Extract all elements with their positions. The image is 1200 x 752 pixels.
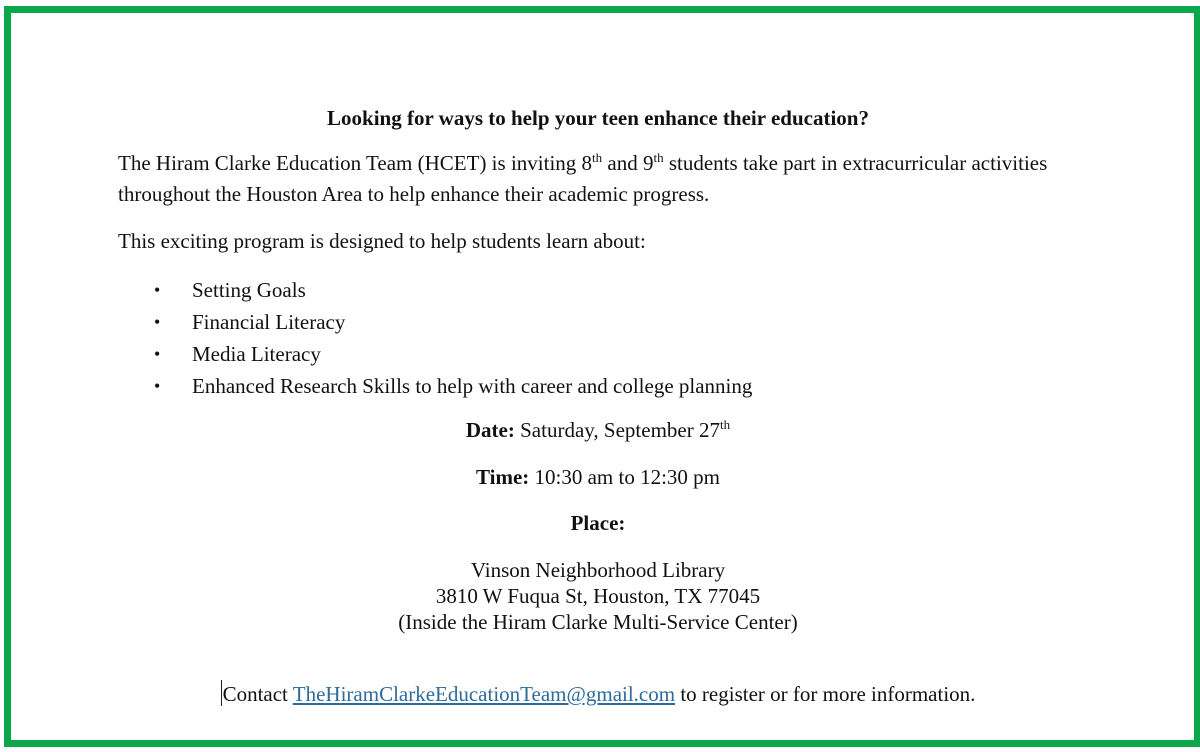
intro-text-1: The Hiram Clarke Education Team (HCET) is inviting 8 [118, 151, 593, 175]
date-label: Date: [465, 418, 515, 442]
location-note: (Inside the Hiram Clarke Multi-Service Center) [398, 610, 798, 634]
intro-paragraph [118, 148, 1078, 210]
list-item [150, 338, 752, 370]
intro-sup-2: th [653, 150, 664, 165]
list-item-text: Media Literacy [192, 342, 321, 366]
time-value: 10:30 am to 12:30 pm [529, 465, 721, 489]
bullet-icon: • [154, 344, 161, 364]
date-value: Saturday, September 27 [514, 418, 720, 442]
list-item-text: Setting Goals [192, 278, 306, 302]
place-address [0, 557, 1196, 635]
place-label-line [0, 508, 1196, 539]
date-sup: th [719, 417, 731, 432]
list-item [150, 274, 752, 306]
list-item-text: Financial Literacy [192, 310, 346, 334]
street-address: 3810 W Fuqua St, Houston, TX 77045 [435, 584, 761, 608]
bullet-icon: • [154, 312, 161, 332]
email-link[interactable]: TheHiramClarkeEducationTeam@gmail.com [292, 682, 676, 706]
list-item [150, 370, 752, 402]
program-paragraph: This exciting program is designed to help students learn about: [118, 229, 646, 253]
bullet-icon: • [154, 376, 161, 396]
intro-text-3: students take part in extracurricular activities throughout the Houston Area to help enhance their academic progress. [118, 151, 1048, 206]
contact-suffix: to register or for more information. [675, 682, 976, 706]
topics-list [150, 274, 752, 402]
flyer-heading: Looking for ways to help your teen enhance their education? [327, 106, 869, 130]
intro-text-2: and 9 [602, 151, 654, 175]
contact-prefix: Contact [222, 682, 293, 706]
intro-sup-1: th [592, 150, 603, 165]
list-item [150, 306, 752, 338]
time-label: Time: [475, 465, 530, 489]
time-line [0, 462, 1196, 493]
contact-line [0, 679, 1196, 710]
place-label: Place: [570, 511, 626, 535]
date-line [0, 415, 1196, 446]
list-item-text: Enhanced Research Skills to help with career and college planning [192, 374, 753, 398]
text-cursor [221, 680, 222, 706]
bullet-icon: • [154, 280, 161, 300]
library-name: Vinson Neighborhood Library [470, 558, 726, 582]
